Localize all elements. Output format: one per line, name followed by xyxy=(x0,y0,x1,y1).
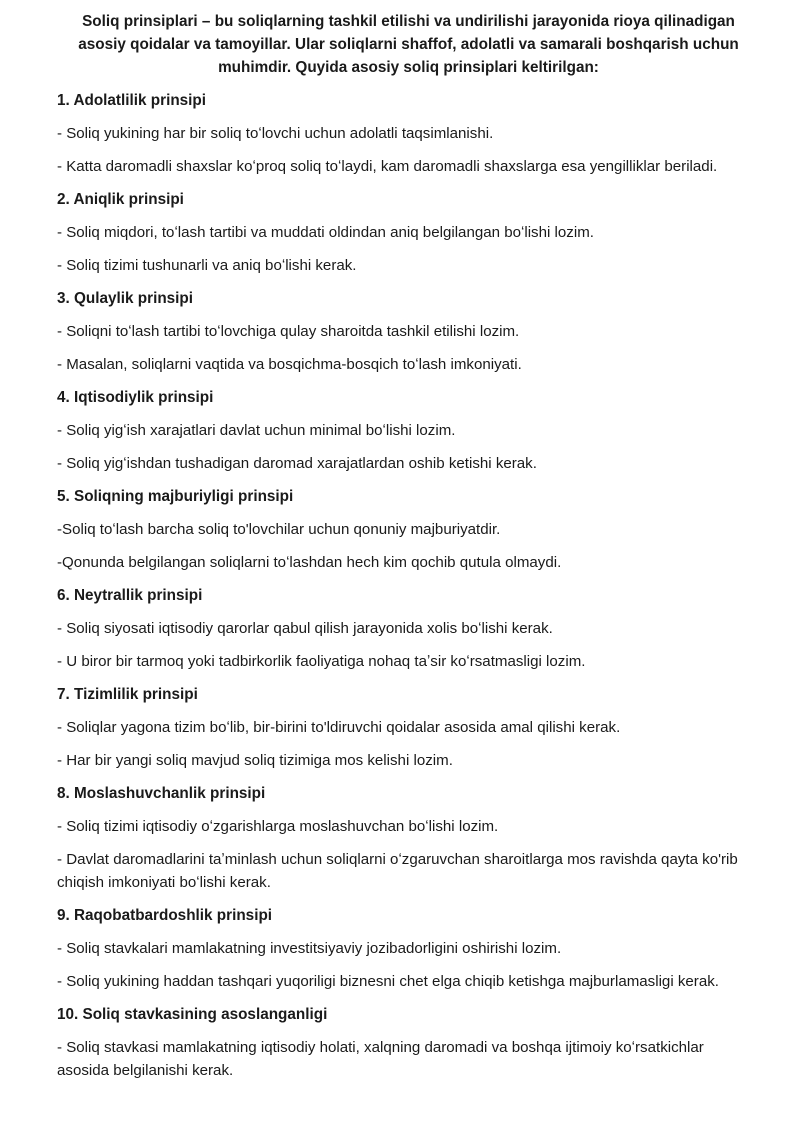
bullet-item: - Katta daromadli shaxslar koʻproq soliq toʻlaydi, kam daromadli shaxslarga esa yengilliklar beriladi. xyxy=(57,158,718,175)
section-1 xyxy=(57,89,760,178)
section-6 xyxy=(57,584,760,673)
intro-paragraph: Soliq prinsiplari – bu soliqlarning tashkil etilishi va undirilishi jarayonida rioya qilinadigan asosiy qoidalar va tamoyillar. Ular soliqlarni shaffof, adolatli va samarali boshqarish uchun muhimdir. Quyida asosiy soliq prinsiplari keltirilgan: xyxy=(78,13,739,76)
section-7 xyxy=(57,683,760,772)
bullet-item: - Soliq tizimi tushunarli va aniq boʻlishi kerak. xyxy=(57,257,357,274)
bullet-item: - Har bir yangi soliq mavjud soliq tizimiga mos kelishi lozim. xyxy=(57,752,453,769)
section-heading: 7. Tizimlilik prinsipi xyxy=(57,686,198,703)
bullet-item: - U biror bir tarmoq yoki tadbirkorlik faoliyatiga nohaq taʼsir koʻrsatmasligi lozim. xyxy=(57,653,586,670)
bullet-item: - Soliq yigʻishdan tushadigan daromad xarajatlardan oshib ketishi kerak. xyxy=(57,455,537,472)
section-heading: 6. Neytrallik prinsipi xyxy=(57,587,203,604)
section-9 xyxy=(57,904,760,993)
section-heading: 9. Raqobatbardoshlik prinsipi xyxy=(57,907,273,924)
bullet-item: - Masalan, soliqlarni vaqtida va bosqichma-bosqich toʻlash imkoniyati. xyxy=(57,356,522,373)
bullet-item: - Soliq tizimi iqtisodiy oʻzgarishlarga moslashuvchan boʻlishi lozim. xyxy=(57,818,499,835)
bullet-item: - Soliq yukining har bir soliq toʻlovchi uchun adolatli taqsimlanishi. xyxy=(57,125,494,142)
bullet-item: - Soliq stavkalari mamlakatning investitsiyaviy jozibadorligini oshirishi lozim. xyxy=(57,940,562,957)
section-3 xyxy=(57,287,760,376)
bullet-item: - Soliqlar yagona tizim boʻlib, bir-birini to'ldiruvchi qoidalar asosida amal qilishi kerak. xyxy=(57,719,621,736)
section-heading: 1. Adolatlilik prinsipi xyxy=(57,92,207,109)
section-2 xyxy=(57,188,760,277)
section-8 xyxy=(57,782,760,894)
bullet-item: -Qonunda belgilangan soliqlarni toʻlashdan hech kim qochib qutula olmaydi. xyxy=(57,554,562,571)
section-heading: 8. Moslashuvchanlik prinsipi xyxy=(57,785,266,802)
section-heading: 2. Aniqlik prinsipi xyxy=(57,191,184,208)
section-10 xyxy=(57,1003,760,1082)
bullet-item: - Davlat daromadlarini taʼminlash uchun soliqlarni oʻzgaruvchan sharoitlarga mos ravishda qayta ko'rib chiqish imkoniyati boʻlishi kerak. xyxy=(57,851,738,891)
section-heading: 10. Soliq stavkasining asoslanganligi xyxy=(57,1006,328,1023)
bullet-item: - Soliqni toʻlash tartibi toʻlovchiga qulay sharoitda tashkil etilishi lozim. xyxy=(57,323,520,340)
section-5 xyxy=(57,485,760,574)
bullet-item: - Soliq yigʻish xarajatlari davlat uchun minimal boʻlishi lozim. xyxy=(57,422,456,439)
section-heading: 5. Soliqning majburiyligi prinsipi xyxy=(57,488,294,505)
section-4 xyxy=(57,386,760,475)
bullet-item: -Soliq toʻlash barcha soliq to'lovchilar uchun qonuniy majburiyatdir. xyxy=(57,521,501,538)
bullet-item: - Soliq miqdori, toʻlash tartibi va muddati oldindan aniq belgilangan boʻlishi lozim. xyxy=(57,224,594,241)
bullet-item: - Soliq yukining haddan tashqari yuqoriligi biznesni chet elga chiqib ketishga majburlamasligi kerak. xyxy=(57,973,719,990)
bullet-item: - Soliq stavkasi mamlakatning iqtisodiy holati, xalqning daromadi va boshqa ijtimoiy koʻrsatkichlar asosida belgilanishi kerak. xyxy=(57,1039,704,1079)
bullet-item: - Soliq siyosati iqtisodiy qarorlar qabul qilish jarayonida xolis boʻlishi kerak. xyxy=(57,620,553,637)
section-heading: 3. Qulaylik prinsipi xyxy=(57,290,194,307)
section-heading: 4. Iqtisodiylik prinsipi xyxy=(57,389,214,406)
